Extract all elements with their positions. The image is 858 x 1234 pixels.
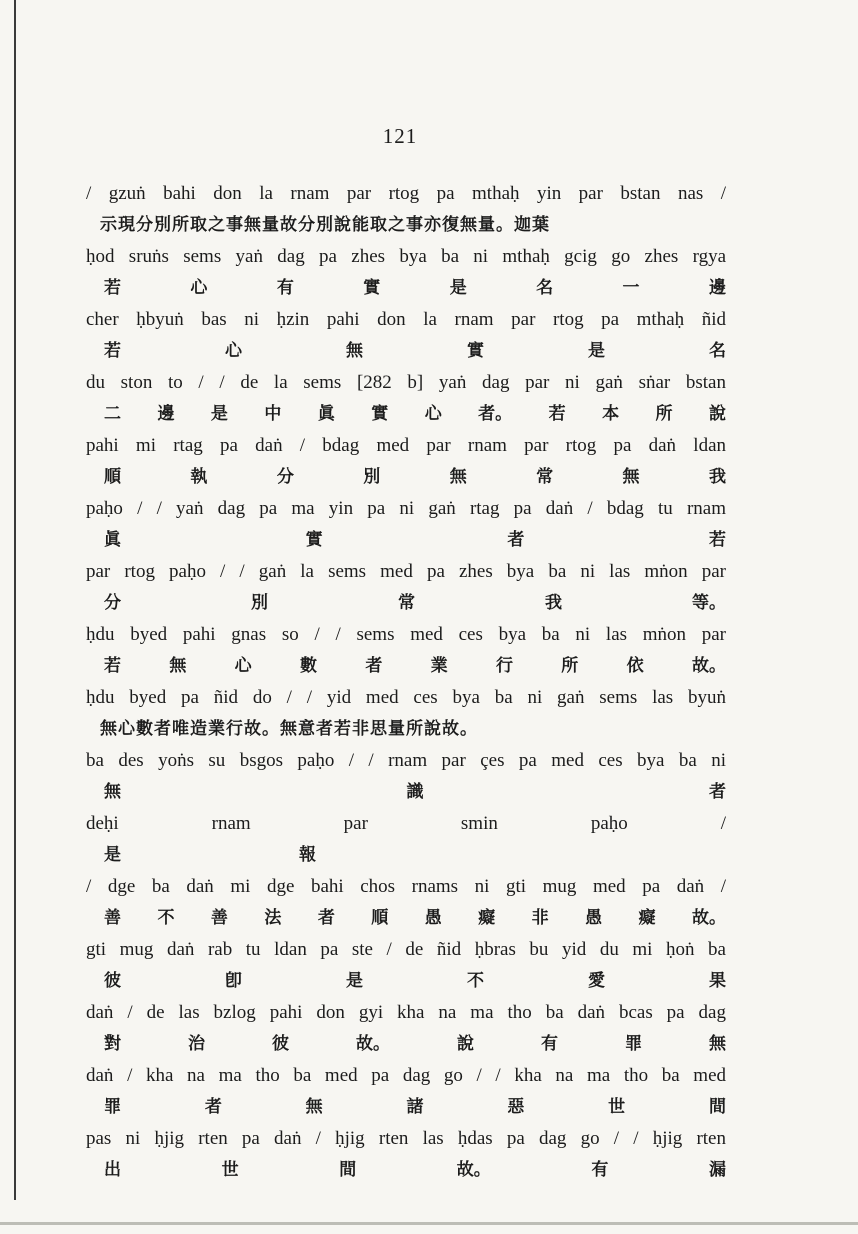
- chinese-gloss: 愚: [585, 908, 603, 928]
- chinese-gloss-line: [86, 903, 726, 934]
- chinese-gloss: 我: [708, 467, 726, 487]
- chinese-gloss: 常: [536, 467, 554, 487]
- chinese-gloss: 對: [104, 1034, 121, 1054]
- chinese-gloss: 邊: [157, 404, 175, 424]
- text-body: [86, 178, 726, 1186]
- tibetan-line: daṅ / de las bzlog pahi don gyi kha na ma tho ba daṅ bcas pa dag: [86, 1002, 726, 1023]
- tibetan-line: paḥo / / yaṅ dag pa ma yin pa ni gaṅ rtag pa daṅ / bdag tu rnam: [86, 498, 726, 519]
- chinese-gloss: 等。: [692, 593, 726, 613]
- chinese-gloss: 世: [221, 1160, 239, 1180]
- chinese-gloss: 心: [424, 404, 442, 424]
- line-pair: [86, 493, 726, 556]
- chinese-gloss: 法: [264, 908, 282, 928]
- chinese-gloss: 彼: [104, 971, 121, 991]
- chinese-gloss: 分: [276, 467, 294, 487]
- chinese-gloss-line: [86, 651, 726, 682]
- chinese-gloss: 者: [365, 656, 383, 676]
- chinese-gloss: 故。: [456, 1160, 491, 1180]
- chinese-gloss-line: [86, 588, 726, 619]
- chinese-gloss: 名: [709, 341, 726, 361]
- chinese-gloss: 說: [708, 404, 726, 424]
- chinese-gloss: 無: [449, 467, 467, 487]
- chinese-gloss: 名: [536, 278, 554, 298]
- chinese-gloss: 我: [545, 593, 562, 613]
- chinese-gloss: 者: [709, 782, 726, 802]
- tibetan-line: cher ḥbyuṅ bas ni ḥzin pahi don la rnam par rtog pa mthaḥ ñid: [86, 309, 726, 330]
- chinese-gloss: 不: [157, 908, 175, 928]
- chinese-gloss: 本: [602, 404, 620, 424]
- tibetan-line: pas ni ḥjig rten pa daṅ / ḥjig rten las ḥdas pa dag go / / ḥjig rten: [86, 1128, 726, 1149]
- chinese-gloss: 順: [104, 467, 121, 487]
- chinese-gloss: 治: [188, 1034, 205, 1054]
- line-pair: [86, 241, 726, 304]
- chinese-gloss: 若: [548, 404, 566, 424]
- chinese-gloss: 邊: [708, 278, 726, 298]
- chinese-gloss: 不: [467, 971, 484, 991]
- chinese-gloss: 愚: [424, 908, 442, 928]
- tibetan-line: / dge ba daṅ mi dge bahi chos rnams ni gti mug med pa daṅ /: [86, 876, 726, 897]
- chinese-gloss: 實: [371, 404, 389, 424]
- chinese-gloss: 癡: [638, 908, 656, 928]
- chinese-gloss: 順: [371, 908, 389, 928]
- chinese-gloss: 分: [104, 593, 121, 613]
- chinese-gloss-line: [86, 210, 726, 241]
- line-pair: [86, 871, 726, 934]
- tibetan-line: par rtog paḥo / / gaṅ la sems med pa zhes bya ba ni las mṅon par: [86, 561, 726, 582]
- chinese-gloss: 果: [709, 971, 726, 991]
- chinese-gloss: 漏: [708, 1160, 726, 1180]
- chinese-gloss: 若: [708, 530, 726, 550]
- chinese-gloss: 實: [363, 278, 381, 298]
- chinese-gloss: 示現分別所取之事無量故分別說能取之事亦復無量。迦葉: [100, 215, 550, 235]
- line-pair: [86, 178, 726, 241]
- chinese-gloss: 故。: [691, 908, 726, 928]
- page-number: 121: [382, 124, 418, 148]
- chinese-gloss-line: [86, 1029, 726, 1060]
- chinese-gloss: 是: [449, 278, 467, 298]
- chinese-gloss: 無: [709, 1034, 726, 1054]
- chinese-gloss: 癡: [478, 908, 496, 928]
- chinese-gloss: 是: [588, 341, 605, 361]
- page-bottom-edge: [0, 1222, 858, 1225]
- chinese-gloss-line: [86, 777, 726, 808]
- chinese-gloss-line: [86, 273, 726, 304]
- chinese-gloss: 間: [339, 1160, 357, 1180]
- line-pair: [86, 745, 726, 808]
- chinese-gloss: 依: [626, 656, 644, 676]
- chinese-gloss: 世: [608, 1097, 626, 1117]
- chinese-gloss: 善: [210, 908, 228, 928]
- chinese-gloss: 故。: [691, 656, 726, 676]
- tibetan-line: ba des yoṅs su bsgos paḥo / / rnam par çes pa med ces bya ba ni: [86, 750, 726, 771]
- chinese-gloss: 卽: [225, 971, 242, 991]
- chinese-gloss: 是: [210, 404, 228, 424]
- chinese-gloss: 實: [305, 530, 323, 550]
- chinese-gloss: 執: [190, 467, 208, 487]
- chinese-gloss: 所: [655, 404, 673, 424]
- chinese-gloss: 業: [430, 656, 448, 676]
- chinese-gloss: 有: [591, 1160, 609, 1180]
- tibetan-line: ḥod sruṅs sems yaṅ dag pa zhes bya ba ni mthaḥ gcig go zhes rgya: [86, 246, 726, 267]
- chinese-gloss: 一: [622, 278, 640, 298]
- line-pair: [86, 682, 726, 745]
- chinese-gloss: 無: [305, 1097, 323, 1117]
- chinese-gloss: 行: [495, 656, 513, 676]
- line-pair: [86, 367, 726, 430]
- chinese-gloss: 諸: [406, 1097, 424, 1117]
- chinese-gloss-line: [86, 336, 726, 367]
- chinese-gloss: 有: [276, 278, 294, 298]
- tibetan-line: du ston to / / de la sems [282 b] yaṅ dag par ni gaṅ sṅar bstan: [86, 372, 726, 393]
- chinese-gloss: 是: [346, 971, 363, 991]
- chinese-gloss: 無心數者唯造業行故。無意者若非思量所說故。: [100, 719, 478, 739]
- chinese-gloss-line: [86, 714, 726, 745]
- chinese-gloss: 眞: [317, 404, 335, 424]
- chinese-gloss: 若: [104, 341, 121, 361]
- chinese-gloss: 別: [251, 593, 268, 613]
- chinese-gloss: 者: [317, 908, 335, 928]
- tibetan-line: ḥdu byed pahi gnas so / / sems med ces bya ba ni las mṅon par: [86, 624, 726, 645]
- chinese-gloss: 者: [204, 1097, 222, 1117]
- tibetan-line: pahi mi rtag pa daṅ / bdag med par rnam par rtog pa daṅ ldan: [86, 435, 726, 456]
- chinese-gloss: 惡: [507, 1097, 525, 1117]
- chinese-gloss: 心: [234, 656, 252, 676]
- line-pair: [86, 997, 726, 1060]
- chinese-gloss: 常: [398, 593, 415, 613]
- chinese-gloss: 所: [561, 656, 579, 676]
- chinese-gloss: 是: [104, 845, 121, 865]
- chinese-gloss-line: [86, 1155, 726, 1186]
- chinese-gloss: 彼: [272, 1034, 289, 1054]
- chinese-gloss: 無: [622, 467, 640, 487]
- line-pair: [86, 808, 726, 871]
- chinese-gloss: 無: [346, 341, 363, 361]
- chinese-gloss: 非: [531, 908, 549, 928]
- line-pair: [86, 1123, 726, 1186]
- chinese-gloss: 別: [363, 467, 381, 487]
- line-pair: [86, 619, 726, 682]
- tibetan-line: gti mug daṅ rab tu ldan pa ste / de ñid ḥbras bu yid du mi ḥoṅ ba: [86, 939, 726, 960]
- chinese-gloss: 者。: [478, 404, 513, 424]
- chinese-gloss: 間: [708, 1097, 726, 1117]
- chinese-gloss: 善: [104, 908, 121, 928]
- chinese-gloss-line: [86, 399, 726, 430]
- page-left-rule: [14, 0, 16, 1200]
- chinese-gloss: 若: [104, 656, 121, 676]
- tibetan-line: deḥi rnam par smin paḥo /: [86, 813, 726, 834]
- tibetan-line: / gzuṅ bahi don la rnam par rtog pa mthaḥ yin par bstan nas /: [86, 183, 726, 204]
- chinese-gloss: 眞: [104, 530, 121, 550]
- chinese-gloss-line: [86, 840, 726, 871]
- tibetan-line: daṅ / kha na ma tho ba med pa dag go / / kha na ma tho ba med: [86, 1065, 726, 1086]
- chinese-gloss: 實: [467, 341, 484, 361]
- chinese-gloss: 無: [169, 656, 187, 676]
- chinese-gloss: 罪: [625, 1034, 642, 1054]
- chinese-gloss-line: [86, 1092, 726, 1123]
- chinese-gloss: 出: [104, 1160, 121, 1180]
- chinese-gloss-line: [86, 462, 726, 493]
- chinese-gloss: 若: [104, 278, 121, 298]
- chinese-gloss: 有: [541, 1034, 558, 1054]
- chinese-gloss-line: [86, 966, 726, 997]
- chinese-gloss: 數: [299, 656, 317, 676]
- line-pair: [86, 934, 726, 997]
- chinese-gloss: 者: [507, 530, 525, 550]
- chinese-gloss: 罪: [104, 1097, 121, 1117]
- line-pair: [86, 1060, 726, 1123]
- chinese-gloss: 故。: [356, 1034, 390, 1054]
- line-pair: [86, 556, 726, 619]
- tibetan-line: ḥdu byed pa ñid do / / yid med ces bya ba ni gaṅ sems las byuṅ: [86, 687, 726, 708]
- line-pair: [86, 304, 726, 367]
- chinese-gloss: 心: [225, 341, 242, 361]
- chinese-gloss: 無: [104, 782, 121, 802]
- chinese-gloss: 心: [190, 278, 208, 298]
- chinese-gloss: 中: [264, 404, 282, 424]
- chinese-gloss-line: [86, 525, 726, 556]
- chinese-gloss: 報: [299, 845, 316, 865]
- chinese-gloss: 二: [104, 404, 121, 424]
- chinese-gloss: 愛: [588, 971, 605, 991]
- chinese-gloss: 識: [406, 782, 424, 802]
- line-pair: [86, 430, 726, 493]
- chinese-gloss: 說: [457, 1034, 474, 1054]
